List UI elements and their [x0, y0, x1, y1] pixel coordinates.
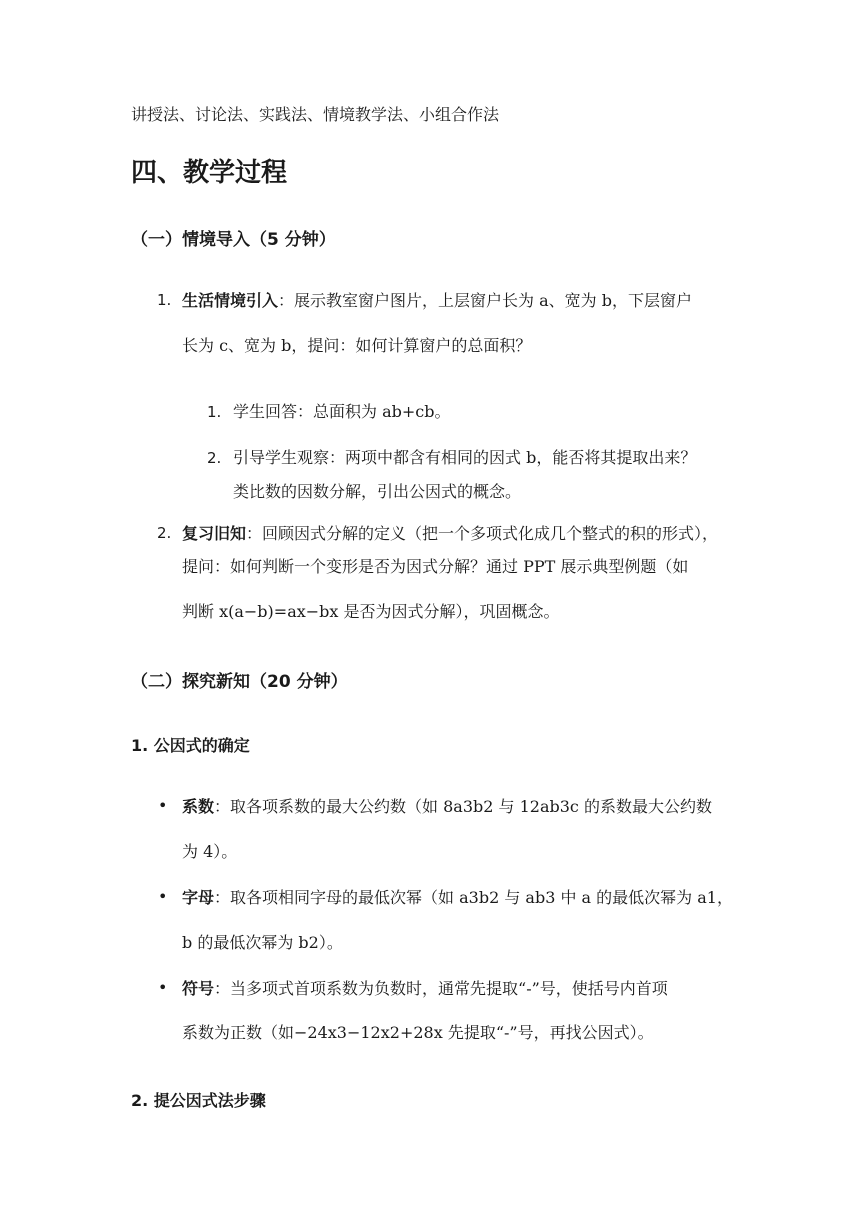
part1-heading: （一）情境导入（5 分钟）	[131, 230, 336, 250]
item1-sub1-number: 1.	[207, 403, 222, 421]
bullet-dot-3: •	[158, 978, 168, 997]
item2-line2: 提问：如何判断一个变形是否为因式分解？通过 PPT 展示典型例题（如	[182, 557, 689, 576]
subheading-steps: 2. 提公因式法步骤	[131, 1091, 266, 1110]
section-title-teaching-process: 四、教学过程	[131, 158, 288, 188]
subheading-common-factor: 1. 公因式的确定	[131, 736, 250, 755]
item1-sub2-line2: 类比数的因数分解，引出公因式的概念。	[233, 482, 522, 501]
bullet3-label: 符号	[182, 979, 215, 998]
bullet3-line1-text: ：当多项式首项系数为负数时，通常先提取“-”号，使括号内首项	[214, 979, 668, 998]
item2-line1-text: ：回顾因式分解的定义（把一个多项式化成几个整式的积的形式），	[246, 524, 719, 543]
bullet-dot-2: •	[158, 887, 168, 906]
bullet2-line1-text: ：取各项相同字母的最低次幂（如 a3b2 与 ab3 中 a 的最低次幂为 a1，	[214, 888, 733, 907]
bullet-dot-1: •	[158, 796, 168, 815]
bullet2-line1	[182, 887, 733, 909]
bullet3-line2: 系数为正数（如−24x3−12x2+28x 先提取“-”号，再找公因式）。	[182, 1023, 654, 1042]
item2-label: 复习旧知	[182, 524, 247, 543]
item1-sub2-number: 2.	[207, 449, 222, 467]
bullet2-label: 字母	[182, 888, 215, 907]
item1-line2: 长为 c、宽为 b，提问：如何计算窗户的总面积？	[182, 336, 532, 355]
item2-line1	[182, 523, 718, 545]
bullet3-line1	[182, 978, 668, 1000]
item1-label: 生活情境引入	[182, 291, 279, 310]
item1-sub1-text: 学生回答：总面积为 ab+cb。	[233, 402, 451, 421]
bullet2-line2: b 的最低次幂为 b2）。	[182, 933, 343, 952]
bullet1-label: 系数	[182, 797, 215, 816]
item1-line1-text: ：展示教室窗户图片，上层窗户长为 a、宽为 b，下层窗户	[278, 291, 692, 310]
part2-heading: （二）探究新知（20 分钟）	[131, 672, 348, 692]
item2-number: 2.	[157, 524, 172, 542]
bullet1-line2: 为 4）。	[182, 842, 238, 861]
item1-sub2-line1: 引导学生观察：两项中都含有相同的因式 b，能否将其提取出来？	[233, 448, 697, 467]
item1-number: 1.	[157, 291, 172, 309]
item1-line1	[182, 290, 692, 312]
bullet1-line1-text: ：取各项系数的最大公约数（如 8a3b2 与 12ab3c 的系数最大公约数	[214, 797, 712, 816]
bullet1-line1	[182, 796, 712, 818]
item2-line3: 判断 x(a−b)=ax−bx 是否为因式分解），巩固概念。	[182, 602, 560, 621]
teaching-methods-line: 讲授法、讨论法、实践法、情境教学法、小组合作法	[131, 105, 500, 124]
